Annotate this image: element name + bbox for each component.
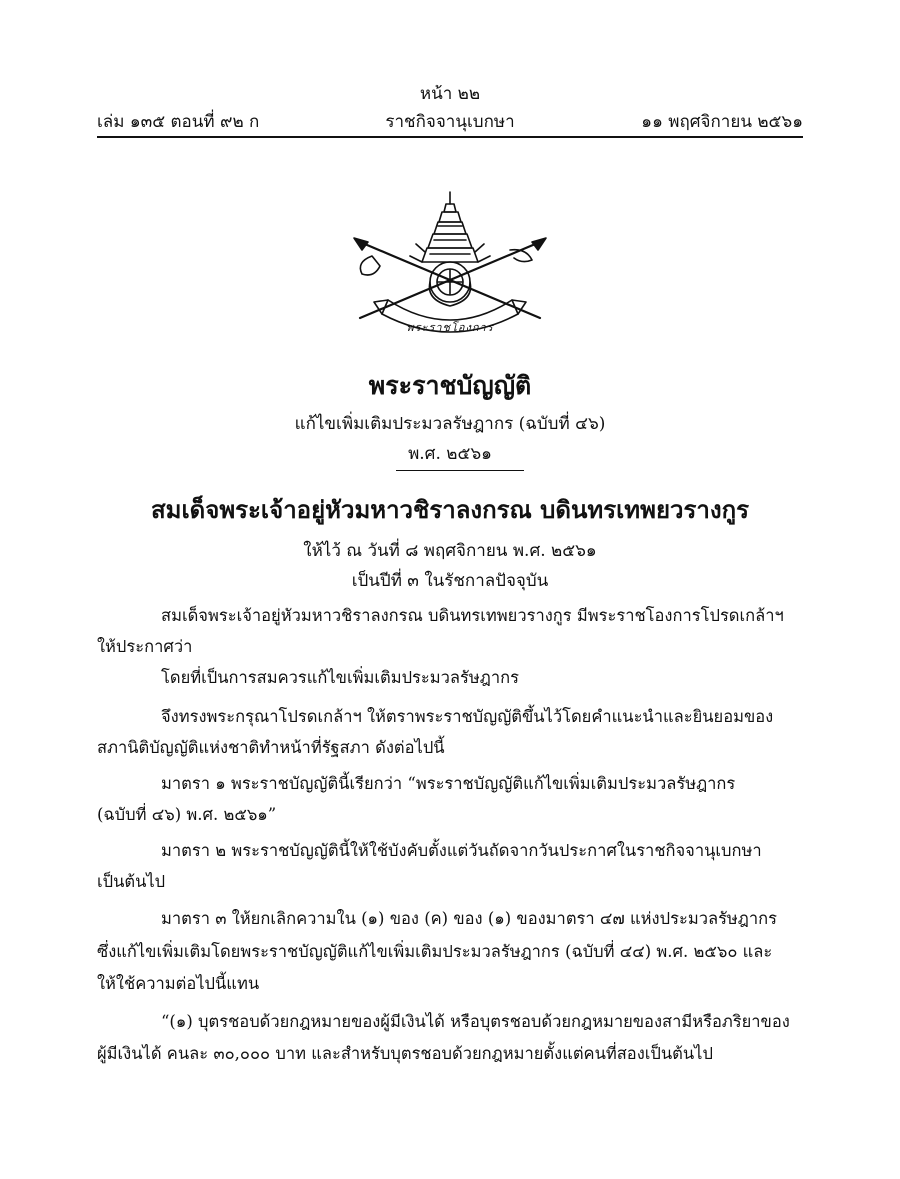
body-line: สภานิติบัญญัติแห่งชาติทำหน้าที่รัฐสภา ดังต่อไปนี้ xyxy=(97,738,445,757)
body-line: ให้ใช้ความต่อไปนี้แทน xyxy=(97,974,260,993)
page-number: หน้า ๒๒ xyxy=(419,84,481,104)
body-line: สมเด็จพระเจ้าอยู่หัวมหาวชิราลงกรณ บดินทรเทพยวรางกูร มีพระราชโองการโปรดเกล้าฯ xyxy=(161,606,784,625)
body-line: เป็นต้นไป xyxy=(97,872,166,891)
reign-year: เป็นปีที่ ๓ ในรัชกาลปัจจุบัน xyxy=(351,571,549,591)
body-line: (ฉบับที่ ๔๖) พ.ศ. ๒๕๖๑” xyxy=(97,805,277,824)
title-divider xyxy=(396,470,524,471)
body-line: ซึ่งแก้ไขเพิ่มเติมโดยพระราชบัญญัติแก้ไขเพิ่มเติมประมวลรัษฎากร (ฉบับที่ ๔๔) พ.ศ. ๒๕๖๐ และ xyxy=(97,942,773,961)
act-title: พระราชบัญญัติ xyxy=(368,371,532,400)
header-divider xyxy=(97,136,803,138)
body-line: “(๑) บุตรชอบด้วยกฎหมายของผู้มีเงินได้ หรือบุตรชอบด้วยกฎหมายของสามีหรือภริยาของ xyxy=(161,1012,790,1031)
body-line: ผู้มีเงินได้ คนละ ๓๐,๐๐๐ บาท และสำหรับบุตรชอบด้วยกฎหมายตั้งแต่คนที่สองเป็นต้นไป xyxy=(97,1044,713,1063)
publication-date: ๑๑ พฤศจิกายน ๒๕๖๑ xyxy=(641,112,803,132)
section-3-line: มาตรา ๓ ให้ยกเลิกความใน (๑) ของ (ค) ของ (๑) ของมาตรา ๔๗ แห่งประมวลรัษฎากร xyxy=(161,909,778,928)
section-1-line: มาตรา ๑ พระราชบัญญัตินี้เรียกว่า “พระราชบัญญัติแก้ไขเพิ่มเติมประมวลรัษฎากร xyxy=(161,774,736,793)
body-line: โดยที่เป็นการสมควรแก้ไขเพิ่มเติมประมวลรัษฎากร xyxy=(161,668,519,687)
body-line: จึงทรงพระกรุณาโปรดเกล้าฯ ให้ตราพระราชบัญญัติขึ้นไว้โดยคำแนะนำและยินยอมของ xyxy=(161,707,774,726)
volume-issue: เล่ม ๑๓๕ ตอนที่ ๙๒ ก xyxy=(97,112,260,132)
section-2-line: มาตรา ๒ พระราชบัญญัตินี้ให้ใช้บังคับตั้งแต่วันถัดจากวันประกาศในราชกิจจานุเบกษา xyxy=(161,841,762,860)
gazette-name: ราชกิจจานุเบกษา xyxy=(385,112,515,132)
king-name: สมเด็จพระเจ้าอยู่หัวมหาวชิราลงกรณ บดินทรเทพยวรางกูร xyxy=(151,495,749,524)
act-year: พ.ศ. ๒๕๖๑ xyxy=(408,444,492,464)
given-date: ให้ไว้ ณ วันที่ ๘ พฤศจิกายน พ.ศ. ๒๕๖๑ xyxy=(303,541,597,561)
act-subtitle: แก้ไขเพิ่มเติมประมวลรัษฎากร (ฉบับที่ ๔๖) xyxy=(294,414,606,434)
emblem-ribbon-text: พระราชโองการ xyxy=(406,321,494,334)
body-line: ให้ประกาศว่า xyxy=(97,637,193,656)
